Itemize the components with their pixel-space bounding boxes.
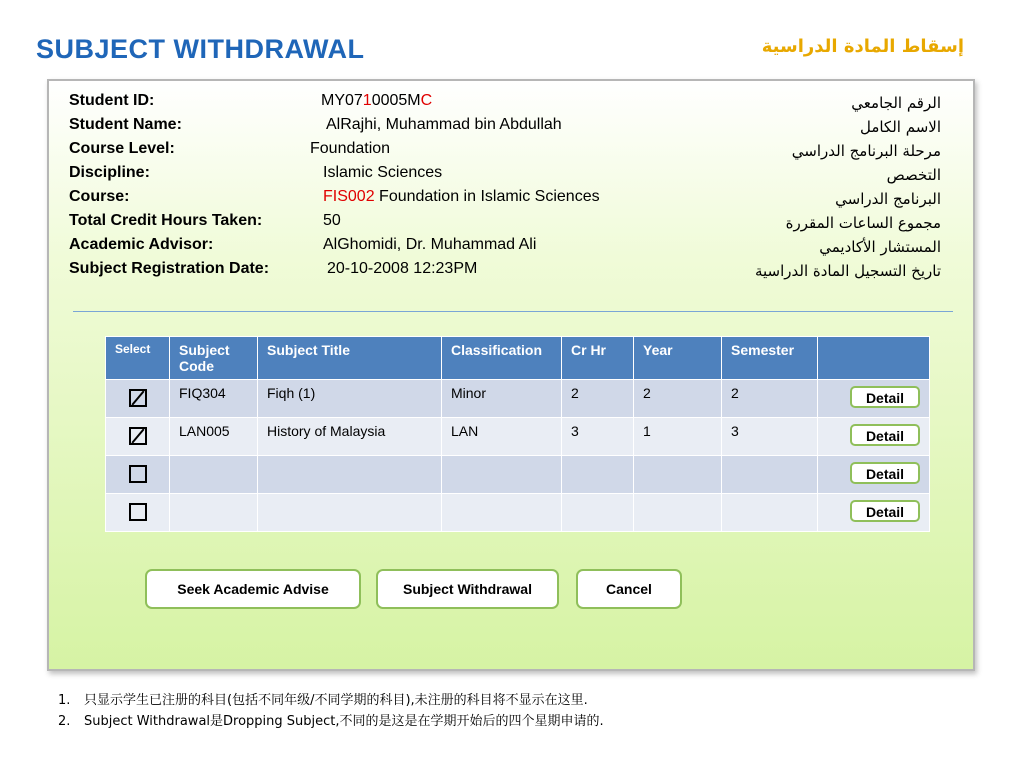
table-row bbox=[106, 494, 930, 532]
notes-list bbox=[58, 690, 604, 732]
subject-code-cell bbox=[170, 494, 258, 532]
select-checkbox[interactable] bbox=[129, 465, 147, 483]
page-title: SUBJECT WITHDRAWAL bbox=[36, 34, 365, 64]
subject-title-cell: Fiqh (1) bbox=[258, 380, 442, 418]
select-checkbox[interactable] bbox=[129, 389, 147, 407]
select-cell bbox=[106, 418, 170, 456]
select-cell bbox=[106, 380, 170, 418]
year-cell: 1 bbox=[634, 418, 722, 456]
arabic-label: المستشار الأكاديمي bbox=[819, 238, 941, 256]
course-code: FIS002 bbox=[323, 188, 375, 205]
select-cell bbox=[106, 456, 170, 494]
column-header-action bbox=[818, 337, 930, 380]
discipline-value: Islamic Sciences bbox=[323, 164, 443, 181]
student-name-label: Student Name: bbox=[69, 116, 182, 133]
column-header-select: Select bbox=[106, 337, 170, 380]
student-name-value: AlRajhi, Muhammad bin Abdullah bbox=[326, 116, 562, 133]
student-id-part: 0005M bbox=[371, 92, 421, 109]
column-header-semester: Semester bbox=[722, 337, 818, 380]
arabic-label: تاريخ التسجيل المادة الدراسية bbox=[754, 262, 941, 280]
semester-cell: 3 bbox=[722, 418, 818, 456]
student-id-label: Student ID: bbox=[69, 92, 155, 109]
course-value bbox=[323, 185, 600, 209]
classification-cell bbox=[442, 494, 562, 532]
note-number: 1. bbox=[58, 693, 71, 708]
cr-hr-cell: 3 bbox=[562, 418, 634, 456]
detail-button[interactable]: Detail bbox=[850, 386, 920, 408]
subject-withdrawal-button[interactable]: Subject Withdrawal bbox=[376, 569, 559, 609]
table-row bbox=[106, 380, 930, 418]
cancel-button[interactable]: Cancel bbox=[576, 569, 682, 609]
subject-code-cell bbox=[170, 456, 258, 494]
advisor-label: Academic Advisor: bbox=[69, 236, 214, 253]
course-level-label: Course Level: bbox=[69, 140, 175, 157]
section-divider bbox=[73, 311, 953, 312]
note-text: 只显示学生已注册的科目(包括不同年级/不同学期的科目),未注册的科目将不显示在这里. bbox=[84, 693, 588, 708]
year-cell: 2 bbox=[634, 380, 722, 418]
discipline-label: Discipline: bbox=[69, 164, 150, 181]
table-header-row bbox=[106, 337, 930, 380]
arabic-label: الاسم الكامل bbox=[859, 118, 941, 136]
subject-title-cell: History of Malaysia bbox=[258, 418, 442, 456]
classification-cell: Minor bbox=[442, 380, 562, 418]
year-cell bbox=[634, 456, 722, 494]
arabic-label: مرحلة البرنامج الدراسي bbox=[791, 142, 941, 160]
column-header-subject-code: Subject Code bbox=[170, 337, 258, 380]
credit-hours-label: Total Credit Hours Taken: bbox=[69, 212, 263, 229]
arabic-label: البرنامج الدراسي bbox=[835, 190, 941, 208]
student-id-part: MY07 bbox=[321, 92, 363, 109]
column-header-cr-hr: Cr Hr bbox=[562, 337, 634, 380]
action-cell bbox=[818, 418, 930, 456]
classification-cell: LAN bbox=[442, 418, 562, 456]
withdrawal-panel bbox=[47, 79, 975, 671]
course-name: Foundation in Islamic Sciences bbox=[374, 188, 600, 205]
note-text: Subject Withdrawal是Dropping Subject,不同的是这是在学期开始后的四个星期申请的. bbox=[84, 714, 604, 729]
subjects-table bbox=[105, 336, 930, 532]
semester-cell bbox=[722, 456, 818, 494]
cr-hr-cell bbox=[562, 456, 634, 494]
cr-hr-cell: 2 bbox=[562, 380, 634, 418]
semester-cell: 2 bbox=[722, 380, 818, 418]
advisor-value: AlGhomidi, Dr. Muhammad Ali bbox=[323, 236, 537, 253]
classification-cell bbox=[442, 456, 562, 494]
column-header-subject-title: Subject Title bbox=[258, 337, 442, 380]
semester-cell bbox=[722, 494, 818, 532]
detail-button[interactable]: Detail bbox=[850, 462, 920, 484]
arabic-label: الرقم الجامعي bbox=[851, 94, 941, 112]
arabic-labels bbox=[755, 91, 941, 283]
column-header-classification: Classification bbox=[442, 337, 562, 380]
subject-code-cell: LAN005 bbox=[170, 418, 258, 456]
registration-date-label: Subject Registration Date: bbox=[69, 260, 270, 277]
arabic-label: مجموع الساعات المقررة bbox=[785, 214, 941, 232]
note-item bbox=[58, 690, 604, 711]
page-title-arabic: إسقاط المادة الدراسية bbox=[761, 36, 964, 57]
action-cell bbox=[818, 380, 930, 418]
select-cell bbox=[106, 494, 170, 532]
registration-date-value: 20-10-2008 12:23PM bbox=[327, 260, 478, 277]
detail-button[interactable]: Detail bbox=[850, 424, 920, 446]
course-label: Course: bbox=[69, 188, 130, 205]
cr-hr-cell bbox=[562, 494, 634, 532]
note-item bbox=[58, 711, 604, 732]
action-cell bbox=[818, 456, 930, 494]
detail-button[interactable]: Detail bbox=[850, 500, 920, 522]
student-id-value bbox=[321, 89, 432, 113]
select-checkbox[interactable] bbox=[129, 427, 147, 445]
student-id-part-highlight: C bbox=[420, 92, 433, 109]
subject-title-cell bbox=[258, 456, 442, 494]
action-cell bbox=[818, 494, 930, 532]
subject-title-cell bbox=[258, 494, 442, 532]
select-checkbox[interactable] bbox=[129, 503, 147, 521]
course-level-value: Foundation bbox=[310, 140, 391, 157]
seek-academic-advise-button[interactable]: Seek Academic Advise bbox=[145, 569, 361, 609]
note-number: 2. bbox=[58, 714, 71, 729]
column-header-year: Year bbox=[634, 337, 722, 380]
table-row bbox=[106, 456, 930, 494]
subject-code-cell: FIQ304 bbox=[170, 380, 258, 418]
table-row bbox=[106, 418, 930, 456]
student-id-part-highlight: 1 bbox=[362, 92, 372, 109]
credit-hours-value: 50 bbox=[323, 212, 341, 229]
year-cell bbox=[634, 494, 722, 532]
arabic-label: التخصص bbox=[886, 166, 941, 184]
